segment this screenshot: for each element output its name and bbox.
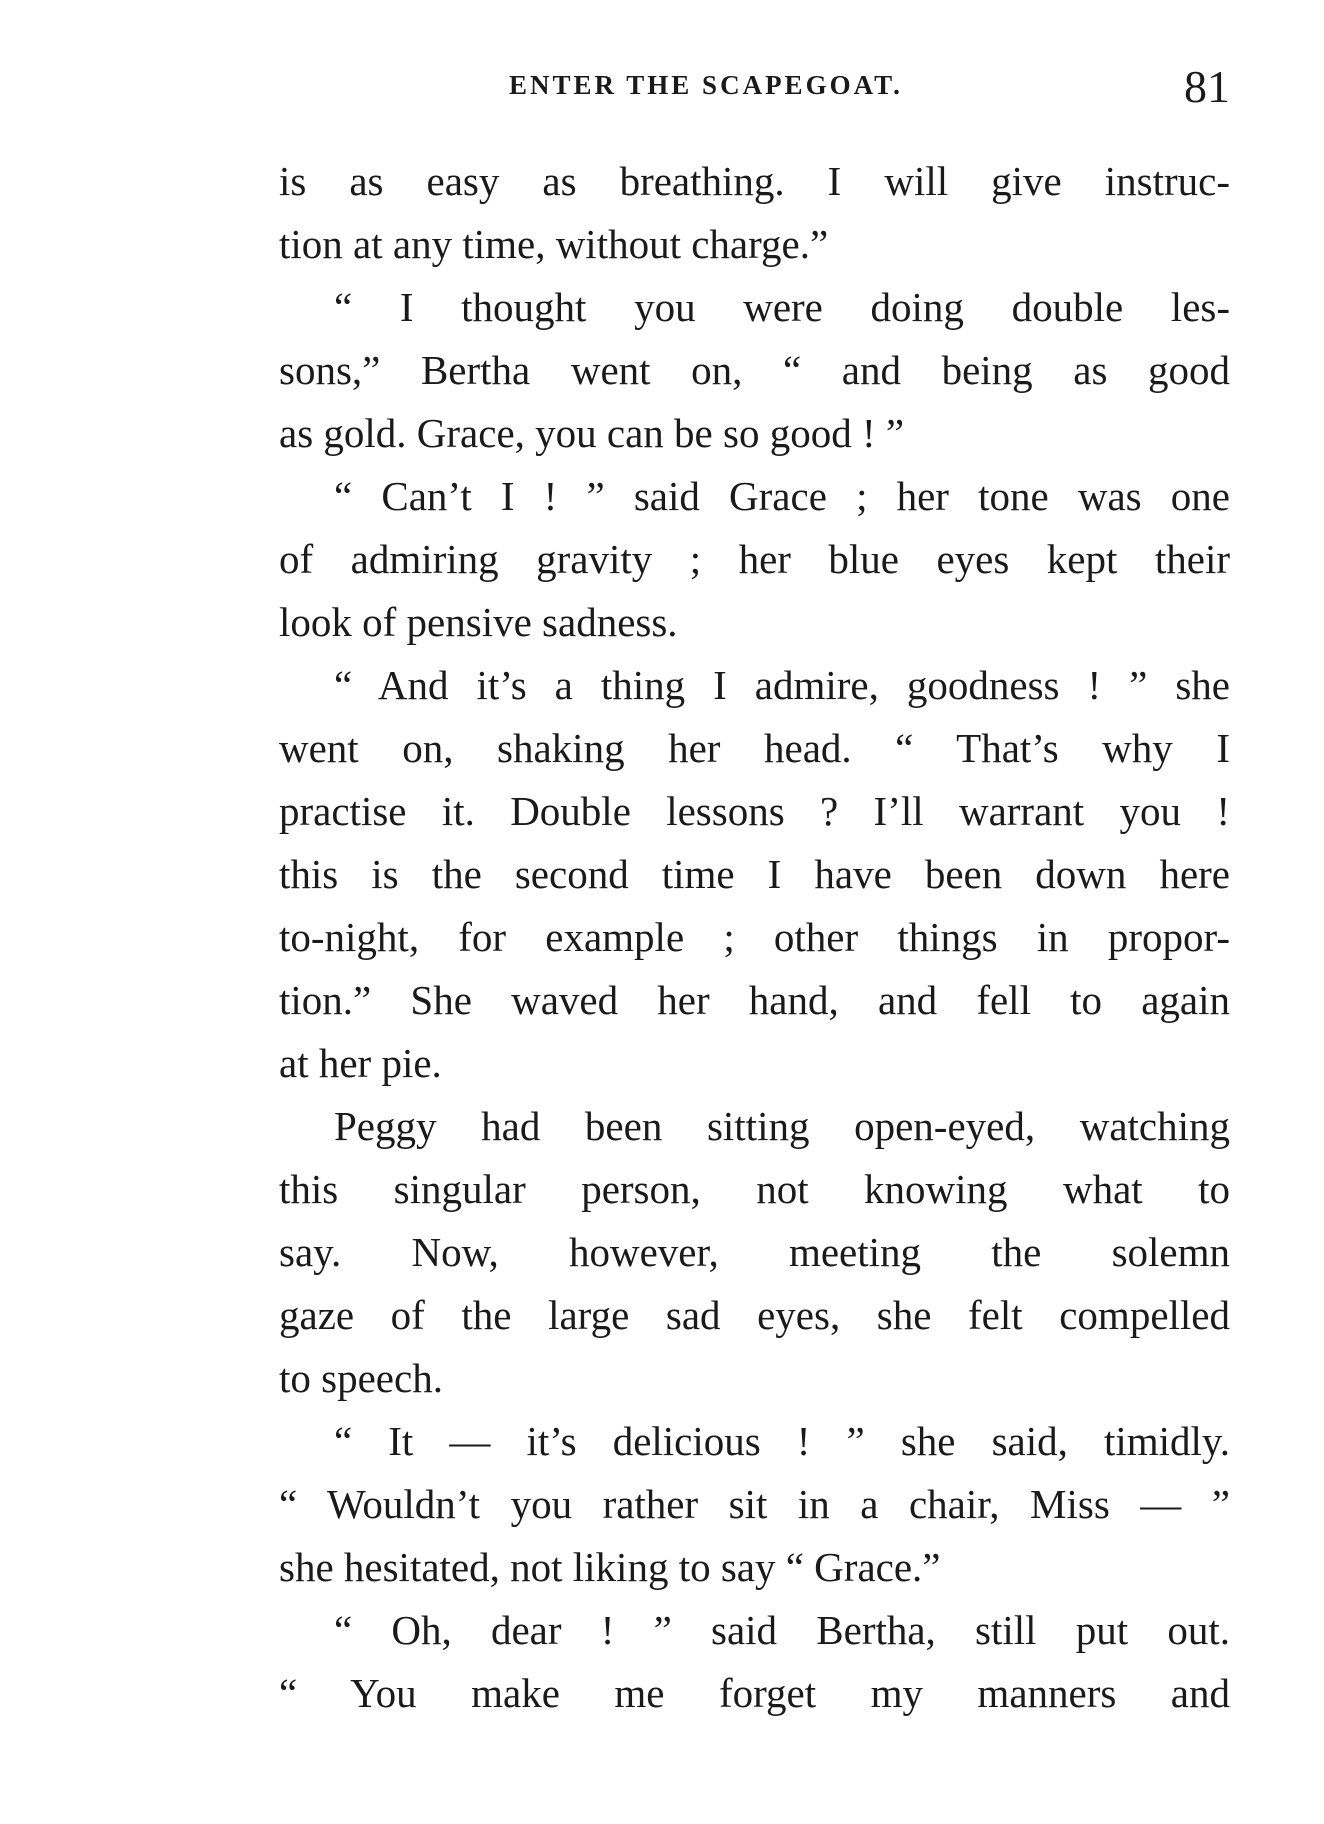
text-line: practise it. Double lessons ? I’ll warrant you ! bbox=[279, 788, 1230, 834]
text-line: sons,” Bertha went on, “ and being as good bbox=[279, 347, 1230, 393]
text-line: is as easy as breathing. I will give instruc- bbox=[279, 158, 1230, 204]
text-line: “ Oh, dear ! ” said Bertha, still put out. bbox=[334, 1607, 1230, 1653]
text-line: “ I thought you were doing double les- bbox=[334, 284, 1230, 330]
text-line: to speech. bbox=[279, 1355, 443, 1401]
text-line: gaze of the large sad eyes, she felt compelled bbox=[279, 1292, 1230, 1338]
page-header bbox=[279, 60, 1230, 110]
text-line: she hesitated, not liking to say “ Grace.” bbox=[279, 1544, 941, 1590]
text-line: “ It — it’s delicious ! ” she said, timidly. bbox=[334, 1418, 1230, 1464]
text-line: tion at any time, without charge.” bbox=[279, 221, 829, 267]
text-line: “ Can’t I ! ” said Grace ; her tone was one bbox=[334, 473, 1230, 519]
text-line: as gold. Grace, you can be so good ! ” bbox=[279, 410, 905, 456]
text-line: at her pie. bbox=[279, 1040, 442, 1086]
text-line: Peggy had been sitting open-eyed, watching bbox=[334, 1103, 1230, 1149]
text-line: say. Now, however, meeting the solemn bbox=[279, 1229, 1230, 1275]
text-line: to-night, for example ; other things in propor- bbox=[279, 914, 1230, 960]
text-line: this is the second time I have been down here bbox=[279, 851, 1230, 897]
text-line: went on, shaking her head. “ That’s why I bbox=[279, 725, 1230, 771]
text-line: look of pensive sadness. bbox=[279, 599, 678, 645]
text-line: “ Wouldn’t you rather sit in a chair, Miss — ” bbox=[279, 1481, 1230, 1527]
text-line: tion.” She waved her hand, and fell to again bbox=[279, 977, 1230, 1023]
text-line: “ And it’s a thing I admire, goodness ! ” she bbox=[334, 662, 1230, 708]
text-line: of admiring gravity ; her blue eyes kept their bbox=[279, 536, 1230, 582]
running-head: ENTER THE SCAPEGOAT. bbox=[509, 70, 903, 100]
body-text bbox=[279, 150, 1230, 1725]
text-line: “ You make me forget my manners and bbox=[279, 1670, 1230, 1716]
text-line: this singular person, not knowing what to bbox=[279, 1166, 1230, 1212]
page-number: 81 bbox=[1184, 61, 1230, 112]
